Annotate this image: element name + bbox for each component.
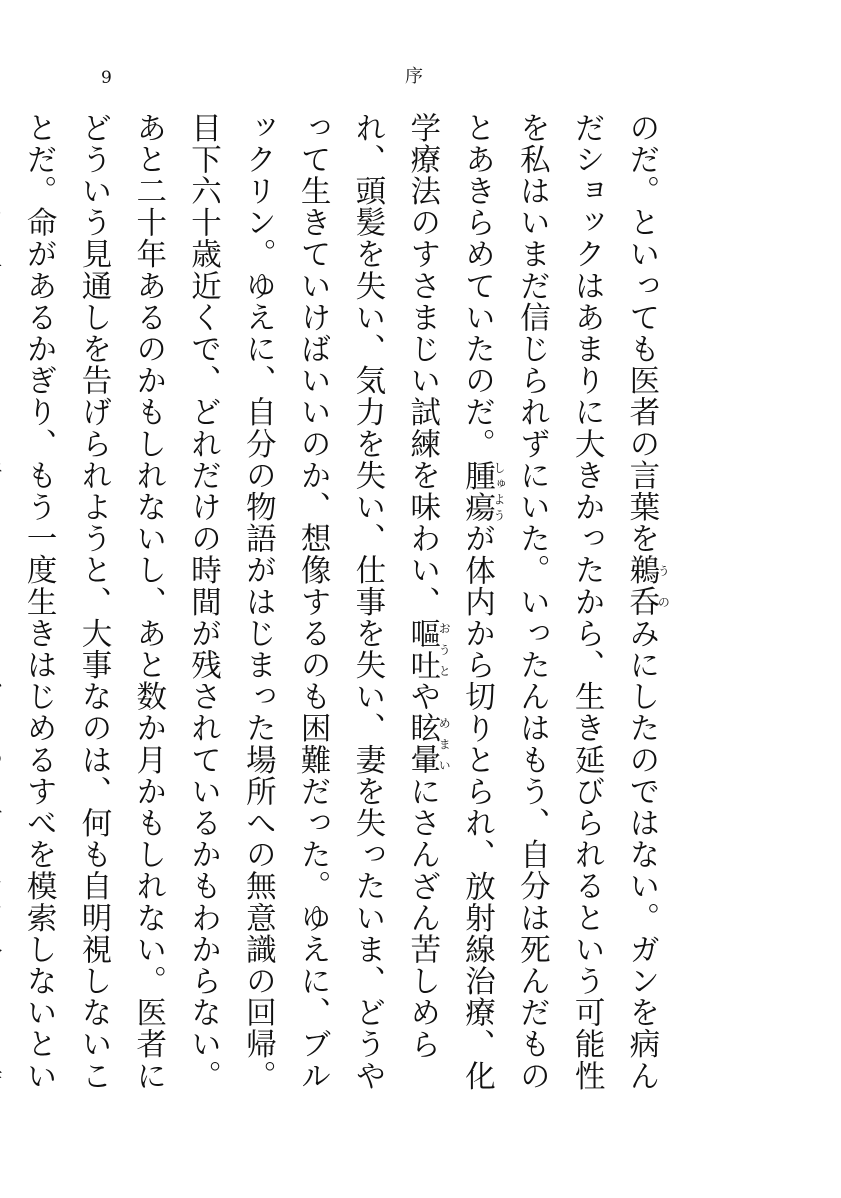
ruby-word — [623, 554, 671, 618]
ruby-reading: おうと — [437, 617, 452, 681]
ruby-word — [459, 459, 507, 523]
ruby-word — [404, 617, 452, 681]
chapter-title: 序 — [405, 66, 423, 87]
ruby-base: 嘔吐 — [404, 617, 440, 681]
ruby-reading: うの — [656, 554, 671, 618]
ruby-reading: しゅよう — [492, 459, 507, 523]
text-run: にさんざん苦しめられ、頭髪を失い、気力を失い、仕事を失い、妻を失ったいま、どうやって生きていけばいいのか、想像するのも困難だった。ゆえに、ブルックリン。ゆえに、自分の物語がはじまった場所への無意識の回帰。目下六十歳近くで、どれだけの時間が残されているかもわからない。あと二十年あるのかもしれないし、あと数か月かもしれない。医者にどういう見通しを告げられようと、大事なのは、何も自明視しないことだ。命があるかぎり、もう一度生きはじめるすべを模索しないとい — [21, 112, 440, 1092]
text-run: や — [404, 680, 440, 713]
ruby-word — [404, 712, 452, 776]
paragraph — [0, 112, 669, 1122]
ruby-base: 腫瘍 — [459, 459, 495, 523]
ruby-reading: めまい — [437, 712, 452, 776]
ruby-base: 鵜呑 — [623, 554, 659, 618]
ruby-base: 眩暈 — [404, 712, 440, 776]
page-number: 9 — [101, 68, 112, 88]
text-run: のだ。といっても医者の言葉を — [623, 112, 659, 555]
body-text — [0, 112, 779, 1122]
text-run: が体内から切りとられ、放射線治療、化学療法のすさまじい試練を味わい、 — [404, 112, 495, 1092]
text-run: みにしたのではない。ガンを病んだショックはあまりに大きかったから、生き延びられるという可能性を私はいまだ信じられずにいた。いったんはもう、自分は死んだものとあきらめていたのだ。 — [459, 112, 659, 1092]
